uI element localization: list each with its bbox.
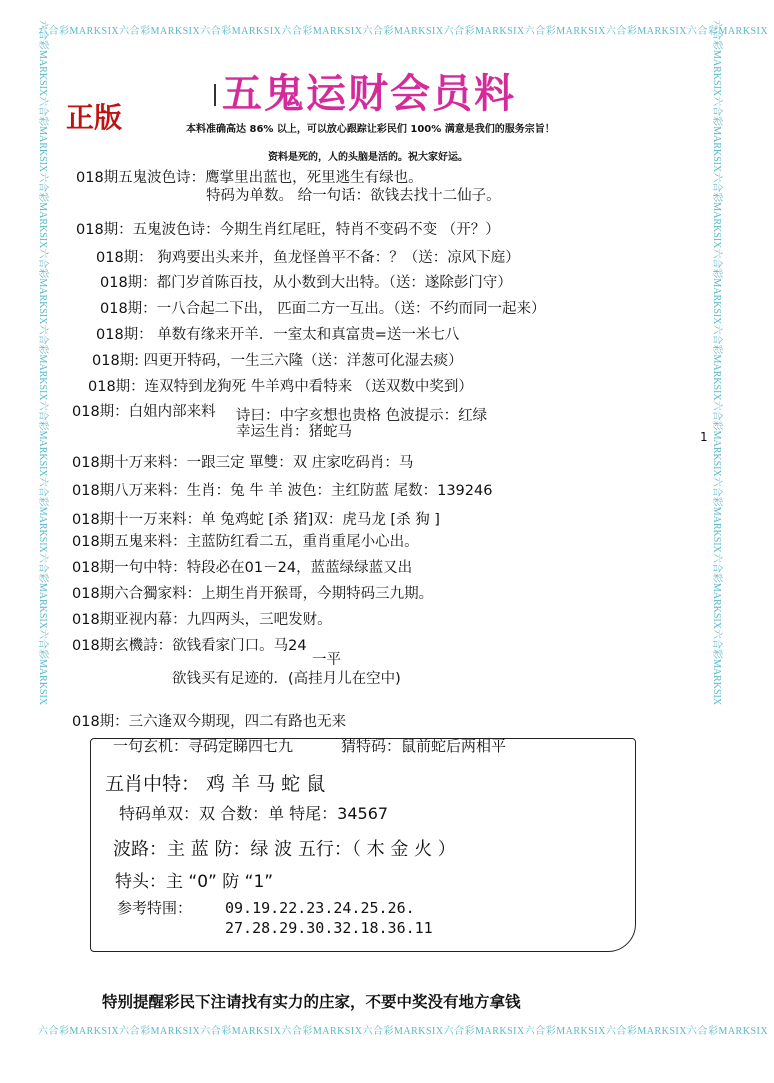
accuracy-note: 本料准确高达 86% 以上，可以放心跟踪让彩民们 100% 满意是我们的服务宗旨！ [186, 124, 555, 135]
line-liuhe: 018期六合獨家料：上期生肖开猴哥，今期特码三九期。 [72, 586, 434, 602]
box-odd-even: 特码单双：双 合数：单 特尾：34567 [119, 804, 389, 823]
line-fourth-watch: 018期: 四更开特码，一生三六隆（送：洋葱可化湿去痰） [92, 353, 463, 369]
line-poem-color: 诗曰：中字亥想也贵格 色波提示：红绿 [236, 408, 488, 424]
box-ref-label: 参考特围： [117, 899, 193, 917]
line-yiping: 一平 [312, 652, 341, 668]
line-wugui-poem: 018期五鬼波色诗：鹰掌里出蓝也，死里逃生有绿也。 [76, 170, 423, 186]
footer-reminder: 特别提醒彩民下注请找有实力的庄家，不要中奖没有地方拿钱 [102, 993, 521, 1011]
line-one-eight: 018期：一八合起二下出， 匹面二方一互出。（送：不约而同一起来） [100, 301, 546, 317]
box-head: 特头：主 “0” 防 “1” [115, 872, 274, 892]
line-dog-chicken: 018期： 狗鸡要出头来并，鱼龙怪兽平不备：？（送：凉风下庭） [96, 250, 520, 266]
title-divider [214, 84, 216, 106]
line-atv: 018期亚视内幕：九四两头，三吧发财。 [72, 612, 332, 628]
line-one-sentence: 018期一句中特：特段必在01－24，蓝蓝绿绿蓝又出 [72, 560, 413, 576]
line-double: 018期：连双特到龙狗死 牛羊鸡中看特来 （送双数中奖到） [88, 379, 473, 395]
watermark-bottom: 六合彩MARKSIX六合彩MARKSIX六合彩MARKSIX六合彩MARKSIX六合彩MARKSIX六合彩MARKSIX六合彩MARKSIX六合彩MARKSIX六合彩MARKSIX [38, 1026, 769, 1037]
luck-note: 资料是死的，人的头脑是活的。祝大家好运。 [268, 152, 468, 163]
watermark-top: 六合彩MARKSIX六合彩MARKSIX六合彩MARKSIX六合彩MARKSIX六合彩MARKSIX六合彩MARKSIX六合彩MARKSIX六合彩MARKSIX六合彩MARKSIX [38, 26, 769, 37]
page-title: 五鬼运财会员料 [222, 70, 516, 117]
stray-mark: 1 [700, 430, 708, 444]
line-100k: 018期十万来料：一跟三定 單雙：双 庄家吃码肖：马 [72, 455, 414, 471]
line-capital: 018期：都门岁首陈百技，从小数到大出特。（送：遂除彭门守） [100, 275, 512, 291]
line-xuanji-poem: 018期玄機詩：欲钱看家门口。马24 [72, 638, 307, 654]
line-110k: 018期十一万来料：单 兔鸡蛇 [杀 猪]双：虎马龙 [杀 狗 ] [72, 512, 440, 528]
line-footprint: 欲钱买有足迹的．(高挂月儿在空中) [172, 671, 401, 687]
watermark-right: 六合彩MARKSIX六合彩MARKSIX六合彩MARKSIX六合彩MARKSIX六合彩MARKSIX六合彩MARKSIX六合彩MARKSIX六合彩MARKSIX六合彩MARKSIX [711, 20, 722, 706]
box-five-zodiac: 五肖中特： 鸡 羊 马 蛇 鼠 [105, 773, 326, 795]
line-odd-sheep: 018期： 单数有缘来开羊．一室太和真富贵=送一米七八 [96, 327, 460, 343]
box-xuanji: 一句玄机：寻码定睇四七九 [113, 737, 294, 755]
line-baijie: 018期：白姐内部来料 [72, 404, 216, 420]
line-lucky-zodiac: 幸运生肖：猪蛇马 [236, 424, 352, 440]
box-wave: 波路：主 蓝 防：绿 波 五行：（ 木 金 火 ） [113, 839, 456, 860]
line-single-number: 特码为单数。 给一句话：欲钱去找十二仙子。 [206, 188, 501, 204]
line-wugui-poem-2: 018期：五鬼波色诗：今期生肖红尾旺，特肖不变码不变 （开？） [76, 222, 500, 238]
genuine-badge: 正版 [66, 101, 123, 134]
box-ref-numbers-1: 09.19.22.23.24.25.26. [225, 899, 415, 917]
summary-box [90, 738, 636, 952]
box-guess-code: 猜特码：鼠前蛇后两相平 [341, 737, 507, 755]
line-three-six: 018期：三六逢双今期现，四二有路也无来 [72, 714, 347, 730]
box-ref-numbers-2: 27.28.29.30.32.18.36.11 [225, 919, 433, 937]
watermark-left: 六合彩MARKSIX六合彩MARKSIX六合彩MARKSIX六合彩MARKSIX六合彩MARKSIX六合彩MARKSIX六合彩MARKSIX六合彩MARKSIX六合彩MARKSIX [37, 20, 48, 706]
line-80k: 018期八万来料：生肖：兔 牛 羊 波色：主红防蓝 尾数：139246 [72, 483, 493, 499]
line-wugui-material: 018期五鬼来料：主蓝防红看二五，重肖重尾小心出。 [72, 534, 419, 550]
